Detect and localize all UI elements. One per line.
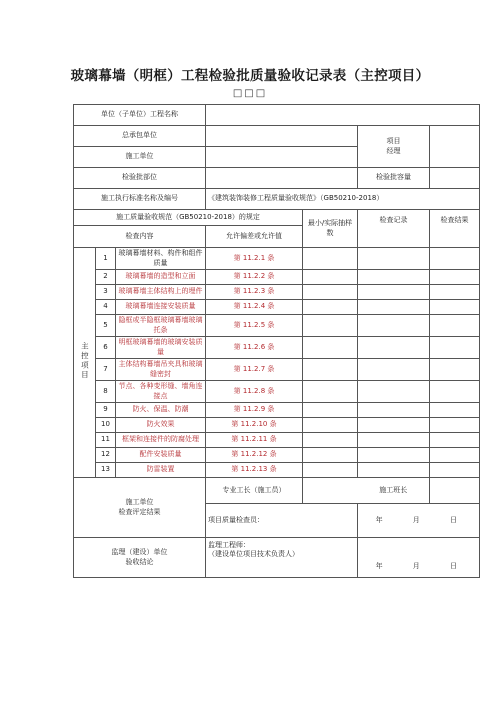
item-record-field[interactable]	[358, 285, 430, 300]
item-content: 防火效果	[116, 418, 206, 433]
item-sampling-field[interactable]	[303, 433, 358, 448]
item-number: 4	[96, 300, 116, 315]
item-record-field[interactable]	[358, 337, 430, 359]
item-content: 配件安装质量	[116, 448, 206, 463]
item-content: 防火、保温、防潮	[116, 403, 206, 418]
item-clause: 第 11.2.10 条	[206, 418, 303, 433]
document-title: 玻璃幕墙（明框）工程检验批质量验收记录表（主控项目）	[70, 68, 430, 84]
item-clause: 第 11.2.11 条	[206, 433, 303, 448]
item-result-field[interactable]	[430, 359, 480, 381]
item-record-field[interactable]	[358, 433, 430, 448]
table-row	[74, 248, 480, 270]
unit-project-label: 单位（子单位）工程名称	[74, 105, 206, 126]
item-clause: 第 11.2.13 条	[206, 463, 303, 478]
item-clause: 第 11.2.9 条	[206, 403, 303, 418]
item-result-field[interactable]	[430, 248, 480, 270]
owner-representative-label: （建设单位项目技术负责人）	[208, 550, 300, 559]
table-row	[74, 381, 480, 403]
table-row	[74, 337, 480, 359]
item-record-field[interactable]	[358, 448, 430, 463]
item-clause: 第 11.2.3 条	[206, 285, 303, 300]
item-sampling-field[interactable]	[303, 359, 358, 381]
item-number: 11	[96, 433, 116, 448]
item-content: 防雷装置	[116, 463, 206, 478]
item-record-field[interactable]	[358, 270, 430, 285]
inspection-capacity-label: 检验批容量	[358, 168, 430, 189]
table-row	[74, 463, 480, 478]
table-row	[74, 403, 480, 418]
item-result-field[interactable]	[430, 403, 480, 418]
item-sampling-field[interactable]	[303, 248, 358, 270]
item-number: 1	[96, 248, 116, 270]
item-clause: 第 11.2.4 条	[206, 300, 303, 315]
construction-check-date: 年 月 日	[358, 504, 480, 538]
item-result-field[interactable]	[430, 463, 480, 478]
table-row	[74, 285, 480, 300]
item-result-field[interactable]	[430, 300, 480, 315]
table-row	[74, 315, 480, 337]
item-number: 13	[96, 463, 116, 478]
item-number: 6	[96, 337, 116, 359]
item-number: 5	[96, 315, 116, 337]
project-manager-field[interactable]	[430, 126, 480, 168]
item-result-field[interactable]	[430, 448, 480, 463]
item-sampling-field[interactable]	[303, 300, 358, 315]
item-number: 2	[96, 270, 116, 285]
item-result-field[interactable]	[430, 315, 480, 337]
item-number: 3	[96, 285, 116, 300]
item-content: 玻璃幕墙材料、构件和组件质量	[116, 248, 206, 270]
item-content: 框架和连接件的防腐处理	[116, 433, 206, 448]
item-result-field[interactable]	[430, 418, 480, 433]
item-result-field[interactable]	[430, 285, 480, 300]
item-result-field[interactable]	[430, 337, 480, 359]
inspection-form-table	[73, 104, 480, 578]
inspection-content-header: 检查内容	[74, 226, 206, 248]
item-sampling-field[interactable]	[303, 448, 358, 463]
item-content: 明框玻璃幕墙的玻璃安装质量	[116, 337, 206, 359]
item-number: 9	[96, 403, 116, 418]
item-sampling-field[interactable]	[303, 381, 358, 403]
item-record-field[interactable]	[358, 463, 430, 478]
foreman-field[interactable]	[303, 478, 358, 504]
item-content: 隐框或半隐框玻璃幕墙玻璃托条	[116, 315, 206, 337]
item-content: 玻璃幕墙的造型和立面	[116, 270, 206, 285]
quality-inspector-label: 项目质量检查员：	[206, 504, 358, 538]
team-leader-label: 施工班长	[358, 478, 430, 504]
supervision-engineer-block	[206, 538, 358, 578]
item-clause: 第 11.2.5 条	[206, 315, 303, 337]
item-clause: 第 11.2.6 条	[206, 337, 303, 359]
table-row	[74, 418, 480, 433]
inspection-result-header: 检查结果	[430, 210, 480, 248]
construction-check-label: 施工单位 检查评定结果	[74, 478, 206, 538]
item-clause: 第 11.2.7 条	[206, 359, 303, 381]
item-sampling-field[interactable]	[303, 315, 358, 337]
item-record-field[interactable]	[358, 403, 430, 418]
inspection-record-header: 检查记录	[358, 210, 430, 248]
main-control-group-text: 主控项目	[80, 341, 90, 380]
team-leader-field[interactable]	[430, 478, 480, 504]
min-sampling-header: 最小/实际抽样数	[303, 210, 358, 248]
item-sampling-field[interactable]	[303, 463, 358, 478]
item-sampling-field[interactable]	[303, 285, 358, 300]
table-row	[74, 359, 480, 381]
inspection-location-label: 检验批部位	[74, 168, 206, 189]
item-record-field[interactable]	[358, 418, 430, 433]
inspection-location-field[interactable]	[206, 168, 358, 189]
table-row	[74, 448, 480, 463]
item-content: 玻璃幕墙连接安装质量	[116, 300, 206, 315]
standard-label: 施工执行标准名称及编号	[74, 189, 206, 210]
item-result-field[interactable]	[430, 381, 480, 403]
table-row	[74, 300, 480, 315]
item-number: 7	[96, 359, 116, 381]
supervision-date: 年 月 日	[358, 538, 480, 578]
project-manager-label: 项目 经理	[358, 126, 430, 168]
foreman-label: 专业工长（施工员）	[206, 478, 303, 504]
item-sampling-field[interactable]	[303, 337, 358, 359]
allowed-deviation-header: 允许偏差或允许值	[206, 226, 303, 248]
item-sampling-field[interactable]	[303, 403, 358, 418]
table-row	[74, 270, 480, 285]
supervision-engineer-label: 监理工程师：	[208, 541, 251, 549]
item-clause: 第 11.2.2 条	[206, 270, 303, 285]
item-result-field[interactable]	[430, 433, 480, 448]
spec-title: 施工质量验收规范（GB50210-2018）的规定	[74, 210, 303, 226]
item-record-field[interactable]	[358, 248, 430, 270]
item-number: 12	[96, 448, 116, 463]
general-contractor-label: 总承包单位	[74, 126, 206, 147]
item-sampling-field[interactable]	[303, 270, 358, 285]
construction-unit-label: 施工单位	[74, 147, 206, 168]
item-clause: 第 11.2.1 条	[206, 248, 303, 270]
item-clause: 第 11.2.12 条	[206, 448, 303, 463]
item-content: 玻璃幕墙主体结构上的埋件	[116, 285, 206, 300]
item-number: 8	[96, 381, 116, 403]
item-result-field[interactable]	[430, 270, 480, 285]
item-record-field[interactable]	[358, 300, 430, 315]
item-record-field[interactable]	[358, 381, 430, 403]
item-number: 10	[96, 418, 116, 433]
item-record-field[interactable]	[358, 315, 430, 337]
main-control-items	[74, 248, 480, 478]
inspection-capacity-field[interactable]	[430, 168, 480, 189]
supervision-label: 监理（建设）单位 验收结论	[74, 538, 206, 578]
unit-project-field[interactable]	[206, 105, 480, 126]
main-control-group-label	[74, 248, 96, 478]
item-sampling-field[interactable]	[303, 418, 358, 433]
table-row	[74, 433, 480, 448]
construction-unit-field[interactable]	[206, 147, 358, 168]
item-content: 节点、各种变形缝、墙角连接点	[116, 381, 206, 403]
item-record-field[interactable]	[358, 359, 430, 381]
item-clause: 第 11.2.8 条	[206, 381, 303, 403]
general-contractor-field[interactable]	[206, 126, 358, 147]
standard-value: 《建筑装饰装修工程质量验收规范》（GB50210-2018）	[206, 189, 480, 210]
item-content: 主体结构幕墙吊夹具和玻璃缝密封	[116, 359, 206, 381]
form-code: □□□	[232, 88, 268, 99]
